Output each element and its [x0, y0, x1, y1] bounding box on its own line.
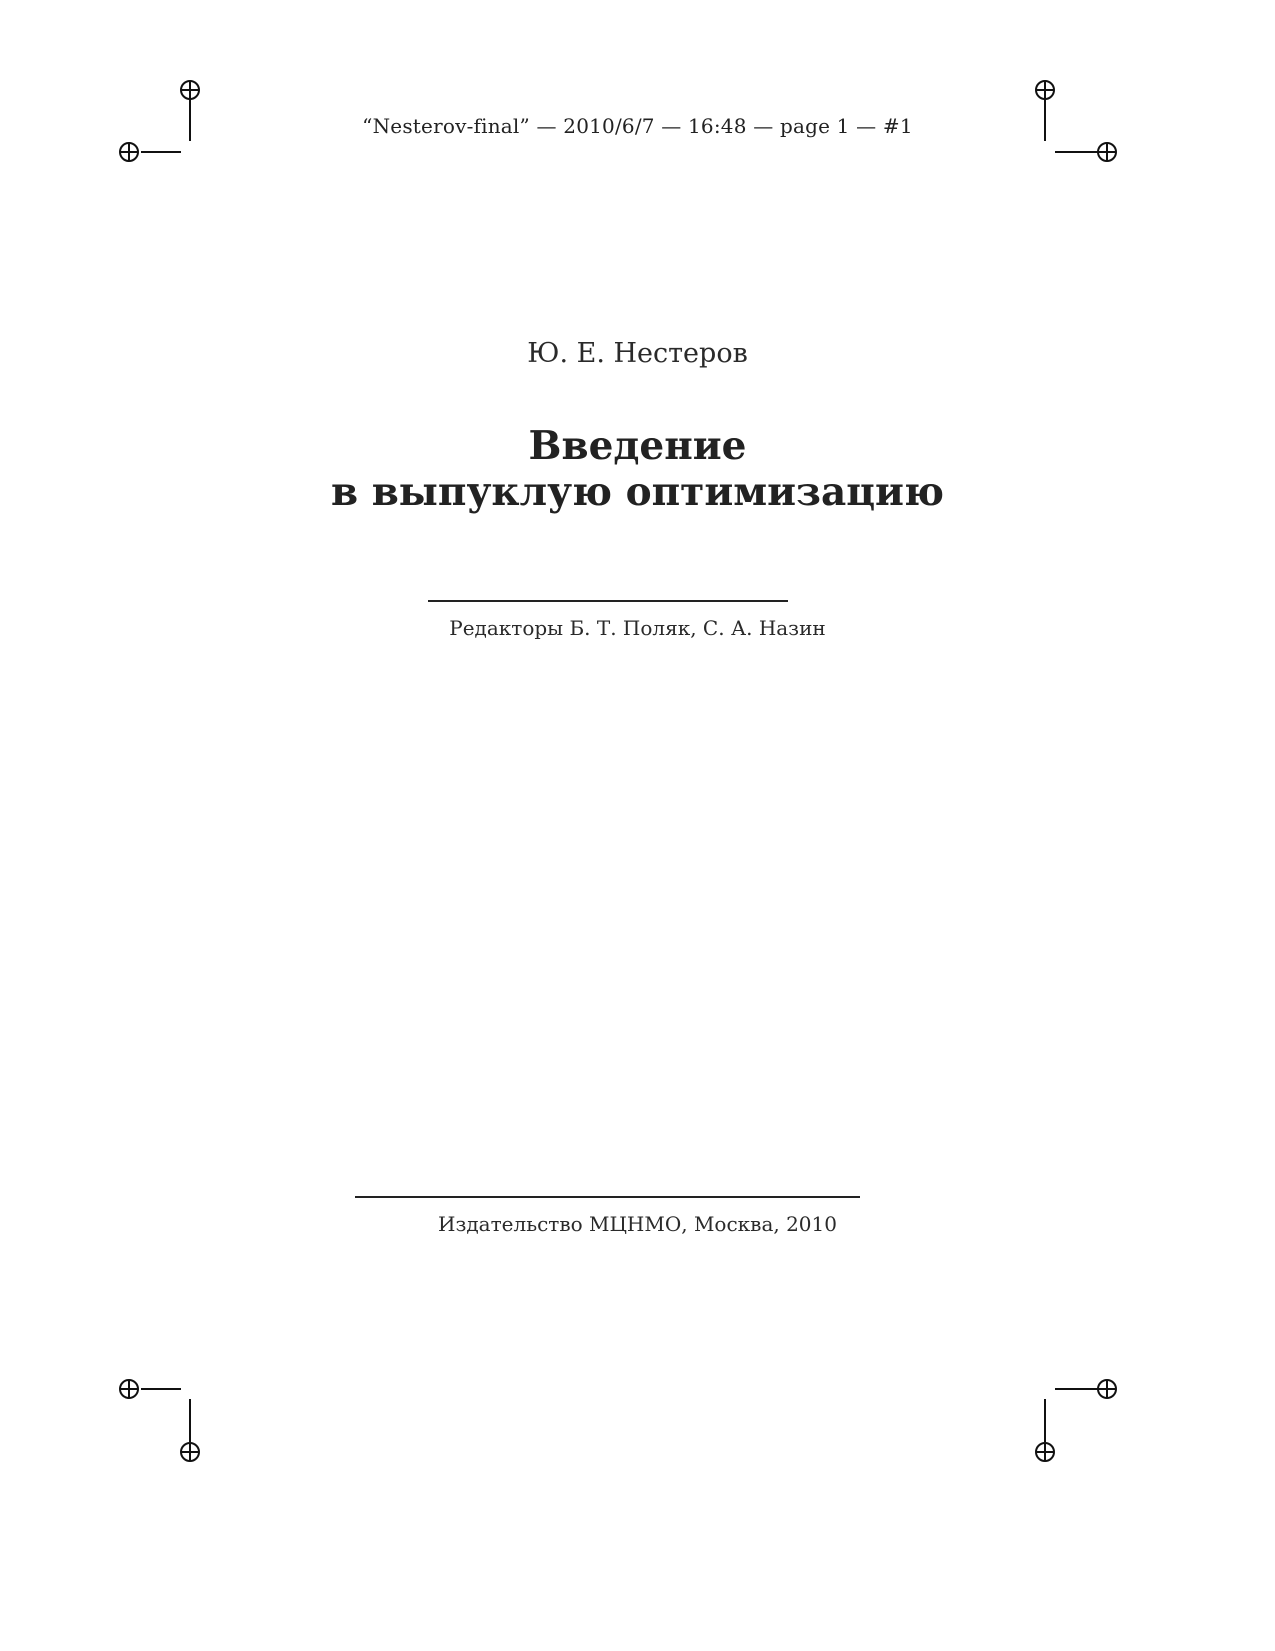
crop-mark-bottom-left	[120, 1380, 199, 1461]
author-name: Ю. Е. Нестеров	[527, 338, 748, 369]
book-title-line-1: Введение	[528, 423, 747, 469]
publisher-divider	[355, 1196, 860, 1198]
book-title	[0, 423, 1275, 515]
publisher-line: Издательство МЦНМО, Москва, 2010	[438, 1212, 837, 1236]
editors-divider	[428, 600, 788, 602]
editors-line: Редакторы Б. Т. Поляк, С. А. Назин	[449, 616, 826, 640]
book-title-line-2: в выпуклую оптимизацию	[331, 469, 944, 515]
crop-mark-bottom-right	[1036, 1380, 1116, 1461]
draft-stamp-header: “Nesterov-final” — 2010/6/7 — 16:48 — page 1 — #1	[362, 114, 913, 138]
